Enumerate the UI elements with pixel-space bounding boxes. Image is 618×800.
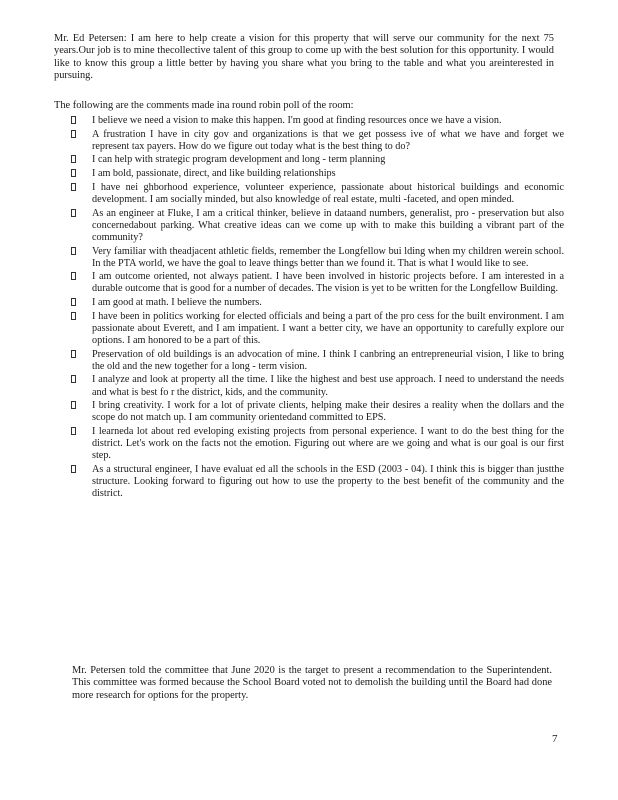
comment-text: I am outcome oriented, not always patient. I have been involved in historic projects before. I am interested in a durable outcome that is good for a number of decades. The vision is yet to be written for the Longfellow Building.: [92, 271, 564, 295]
comment-text: As a structural engineer, I have evaluat ed all the schools in the ESD (2003 - 04). I think this is bigger than justthe structure. Looking forward to figuring out how to use the property to the best benefit of the community and the district.: [92, 463, 564, 500]
list-item: [54, 464, 564, 500]
comment-text: Very familiar with theadjacent athletic fields, remember the Longfellow bui lding when my children werein school. In the PTA world, we have the goal to leave things better than we found it. That is what I would like to see.: [92, 245, 564, 269]
bullet-icon: [71, 375, 76, 383]
bullet-icon: [71, 312, 76, 320]
list-item: [54, 349, 564, 373]
comment-text: I have nei ghborhood experience, volunteer experience, passionate about historical buildings and economic development. I am socially minded, but also knowledge of real estate, multi -faceted, and open minded.: [92, 181, 564, 205]
bullet-icon: [71, 272, 76, 280]
comments-list: [54, 115, 564, 502]
bullet-icon: [71, 116, 76, 124]
bullet-icon: [71, 298, 76, 306]
list-item: [54, 311, 564, 347]
intro-paragraph: Mr. Ed Petersen: I am here to help create a vision for this property that will serve our community for the next 75 years.Our job is to mine thecollective talent of this group to come up with the best solution for this opportunity. I would like to know this group a little better by having you share what you bring to the table and what you areinterested in pursuing.: [54, 33, 554, 82]
list-item: [54, 246, 564, 270]
page-number: 7: [552, 733, 558, 745]
bullet-icon: [71, 209, 76, 217]
comment-text: A frustration I have in city gov and organizations is that we get possess ive of what we have and forget we represent tax payers. How do we figure out today what is the best thing to do?: [92, 128, 564, 152]
bullet-icon: [71, 427, 76, 435]
comments-lead-in: The following are the comments made ina round robin poll of the room:: [54, 100, 354, 111]
comment-text: I analyze and look at property all the time. I like the highest and best use approach. I need to understand the needs and what is best fo r the district, kids, and the community.: [92, 374, 564, 398]
comment-text: I learneda lot about red eveloping existing projects from personal experience. I want to do the best thing for the district. Let's work on the facts not the emotion. Figuring out where are we going and what is our goal is our first step.: [92, 425, 564, 462]
comment-text: As an engineer at Fluke, I am a critical thinker, believe in dataand numbers, generalist, pro - preservation but also concernedabout parking. What creative ideas can we come up with to make this building a vibrant part of the community?: [92, 207, 564, 243]
list-item: [54, 297, 564, 309]
list-item: [54, 154, 564, 166]
comment-text: Preservation of old buildings is an advocation of mine. I think I canbring an entrepreneurial vision, I like to bring the old and the new together for a long - term vision.: [92, 348, 564, 372]
closing-paragraph: Mr. Petersen told the committee that June 2020 is the target to present a recommendation to the Superintendent. This committee was formed because the School Board voted not to demolish the building until the Board had done more research for options for the property.: [72, 665, 552, 701]
list-item: [54, 115, 564, 127]
comment-text: I am good at math. I believe the numbers.: [92, 297, 262, 309]
bullet-icon: [71, 155, 76, 163]
comment-text: I am bold, passionate, direct, and like building relationships: [92, 168, 336, 180]
list-item: [54, 374, 564, 398]
bullet-icon: [71, 465, 76, 473]
bullet-icon: [71, 247, 76, 255]
list-item: [54, 208, 564, 244]
list-item: [54, 129, 564, 153]
comment-text: I can help with strategic program development and long - term planning: [92, 154, 386, 166]
list-item: [54, 182, 564, 206]
comment-text: I have been in politics working for elected officials and being a part of the pro cess for the built environment. I am passionate about Everett, and I am impatient. I want a better city, we have an opportunity to carefully explore our options. I am honored to be a part of this.: [92, 310, 564, 346]
bullet-icon: [71, 350, 76, 358]
bullet-icon: [71, 130, 76, 138]
list-item: [54, 426, 564, 462]
list-item: [54, 271, 564, 295]
bullet-icon: [71, 169, 76, 177]
comment-text: I bring creativity. I work for a lot of private clients, helping make their desires a reality when the dollars and the scope do not match up. I am community orientedand committed to EPS.: [92, 400, 564, 424]
bullet-icon: [71, 183, 76, 191]
list-item: [54, 400, 564, 424]
comment-text: I believe we need a vision to make this happen. I'm good at finding resources once we have a vision.: [92, 115, 502, 126]
list-item: [54, 168, 564, 180]
bullet-icon: [71, 401, 76, 409]
